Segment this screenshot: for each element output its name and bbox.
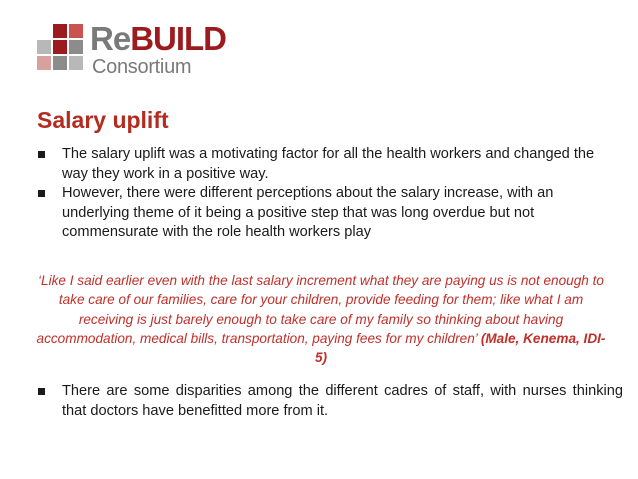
- logo-consortium: Consortium: [92, 56, 192, 78]
- logo-mark-icon: [36, 24, 84, 76]
- bullet-item: [38, 145, 623, 184]
- bullet-list: [38, 145, 623, 243]
- square-bullet-icon: [38, 151, 45, 158]
- quote-text: ‘Like I said earlier even with the last salary increment what they are paying us is not enough to take care of our families, care for your children, provide feeding for them; like what I am receiving is just barely enough to take care of my family so thinking about having accommodation, medical bills, transportation, paying fees for my children’: [36, 273, 604, 346]
- logo-build: BUILD: [130, 20, 227, 57]
- bullet-item: [38, 184, 623, 243]
- bullet-text: The salary uplift was a motivating factor for all the health workers and changed the way they work in a positive way.: [62, 146, 595, 182]
- square-bullet-icon: [38, 388, 45, 395]
- rebuild-consortium-logo: [36, 20, 276, 82]
- bullet-item: [38, 382, 623, 421]
- logo-wordmark: [90, 20, 226, 58]
- slide-title: Salary uplift: [37, 107, 169, 133]
- bullet-list-after-quote: [38, 382, 623, 421]
- interview-quote: [36, 271, 606, 367]
- quote-citation: (Male, Kenema, IDI-5): [314, 330, 606, 366]
- bullet-text: However, there were different perceptions about the salary increase, with an underlying theme of it being a positive step that was long overdue but not commensurate with the role health workers play: [62, 185, 554, 240]
- bullet-text: There are some disparities among the different cadres of staff, with nurses thinking that doctors have benefitted more from it.: [62, 383, 623, 419]
- logo-re: Re: [90, 20, 131, 57]
- square-bullet-icon: [38, 190, 45, 197]
